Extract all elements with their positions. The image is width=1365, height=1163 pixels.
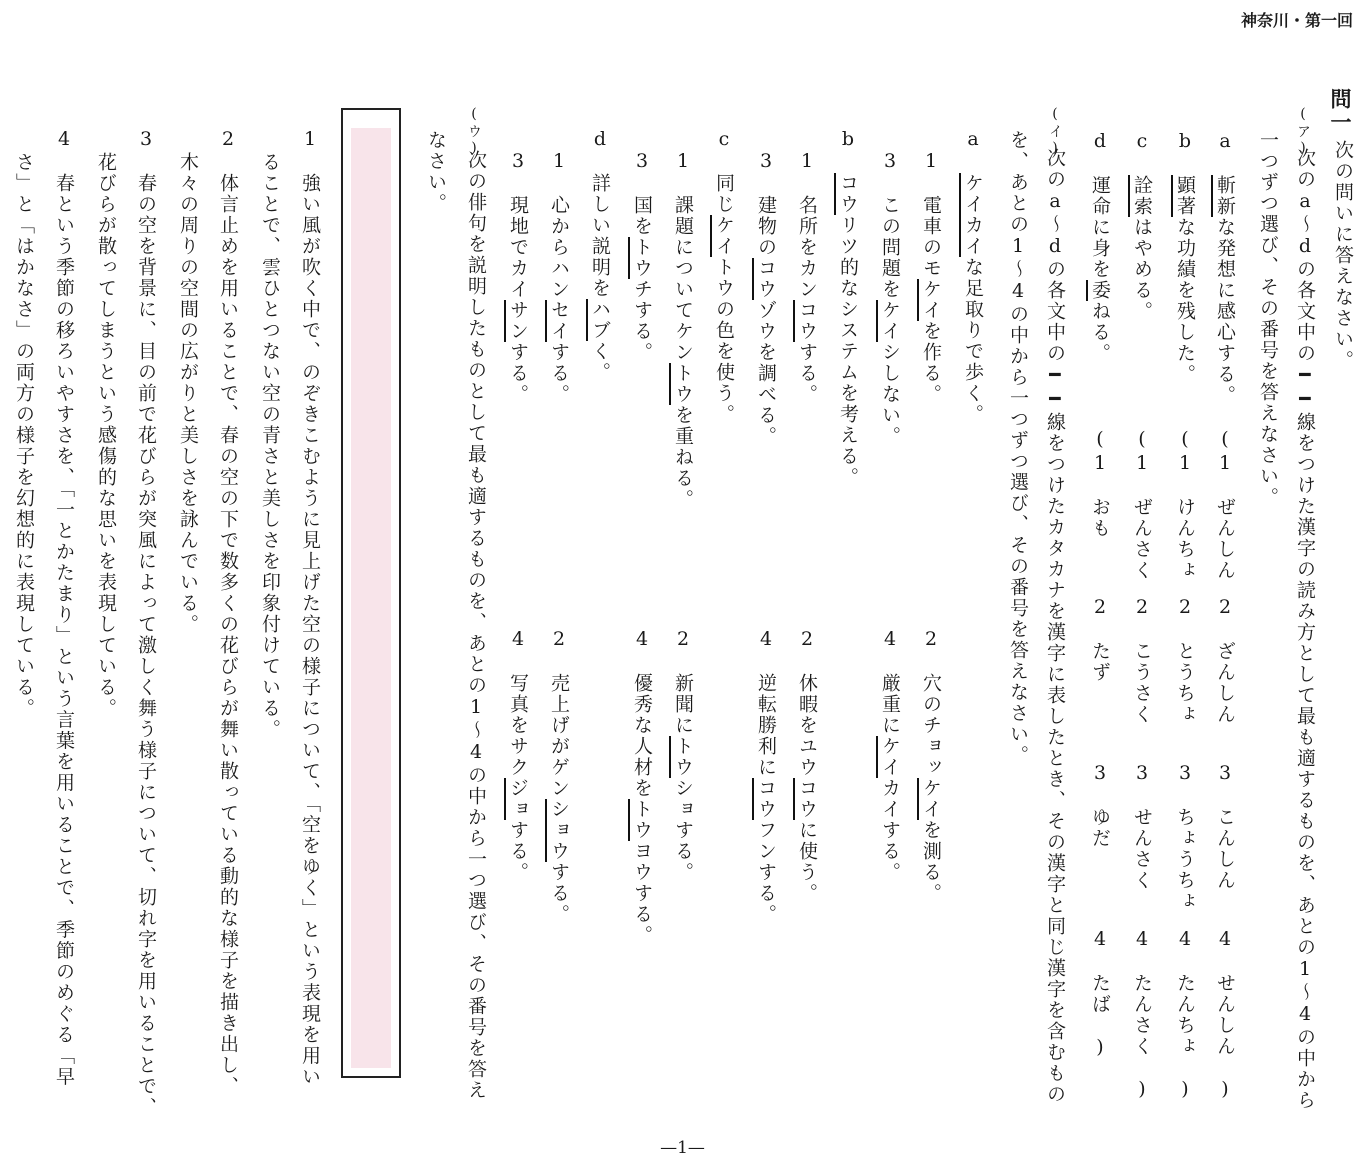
part-i-c-choice-4: 4 優秀な人材をトウヨウする。 (632, 628, 651, 946)
part-a-item-b-opt4: 4 たんちょ ) (1174, 928, 1196, 1102)
part-i-c-choice-3: 3 国をトウチする。 (632, 150, 651, 363)
part-i-b-choice-4: 4 逆転勝利にコウフンする。 (756, 628, 775, 925)
part-i-a-choice-1: 1 電車のモケイを作る。 (921, 150, 940, 405)
part-u-choice-3-line-2: 花びらが散ってしまうという感傷的な思いを表現している。 (95, 152, 117, 719)
part-u-choice-2-line-1: 2 体言止めを用いることで、春の空の下で数多くの花びらが舞い散っている動的な様子を描き出し、 (217, 128, 239, 1097)
part-i-instruction-2: を、あとの1〜4の中から一つずつ選び、その番号を答えなさい。 (1007, 130, 1029, 766)
part-u-choice-4-line-1: 4 春という季節の移ろいやすさを、「一とかたまり」という言葉を用いることで、季節のめぐる「早 (53, 128, 75, 1088)
part-i-b-choice-3: 3 建物のコウゾウを調べる。 (756, 150, 775, 447)
part-i-d-choice-1: 1 心からハンセイする。 (549, 150, 568, 405)
part-a-instruction-1: 次のa〜dの各文中の━━線をつけた漢字の読み方として最も適するものを、あとの1〜4の中から (1294, 148, 1316, 1111)
part-u-choice-1-line-1: 1 強い風が吹く中で、のぞきこむように見上げた空の様子について、「空をゆく」という表現を用い (299, 128, 321, 1088)
part-i-b-choice-1: 1 名所をカンコウする。 (797, 150, 816, 405)
question-instruction: 次の問いに答えなさい。 (1332, 140, 1354, 371)
part-u-choice-4-line-2: さ」と「はかなさ」の両方の様子を幻想的に表現している。 (13, 152, 35, 719)
part-a-item-a: a 斬新な発想に感心する。 (1215, 130, 1234, 406)
part-a-label: (ア) (1295, 106, 1311, 158)
exam-header: 神奈川・第一回 (1240, 11, 1353, 30)
part-u-choice-1-line-2: ることで、雲ひとつない空の青さと美しさを印象付けている。 (259, 152, 281, 740)
part-i-stem-d: d 詳しい説明をハブく。 (590, 128, 609, 383)
part-i-c-choice-2: 2 新聞にトウショする。 (673, 628, 692, 883)
part-a-item-a-opt4: 4 せんしん ) (1214, 928, 1236, 1102)
part-a-item-c-opt2: 2 こうさく (1131, 596, 1153, 725)
part-a-item-c-opt3: 3 せんさく (1131, 762, 1153, 891)
haiku-placeholder (351, 128, 391, 1068)
part-i-b-choice-2: 2 休暇をユウコウに使う。 (797, 628, 816, 904)
part-a-item-d-opt4: 4 たば ) (1089, 928, 1111, 1060)
part-i-label: (イ) (1047, 106, 1063, 158)
part-i-c-choice-1: 1 課題についてケントウを重ねる。 (673, 150, 692, 510)
page-number: —1— (660, 1138, 705, 1158)
part-a-instruction-2: 一つずつ選び、その番号を答えなさい。 (1257, 130, 1279, 508)
part-a-item-c-opt1: (1 ぜんさく (1131, 428, 1153, 581)
part-i-stem-c: c 同じケイトウの色を使う。 (714, 128, 733, 425)
underline-mark: ━━ (1294, 364, 1316, 412)
part-i-a-choice-4: 4 厳重にケイカイする。 (880, 628, 899, 883)
part-i-stem-a: a ケイカイな足取りで歩く。 (963, 128, 982, 425)
part-a-item-a-opt2: 2 ざんしん (1214, 596, 1236, 725)
part-a-item-d-opt3: 3 ゆだ (1089, 762, 1111, 849)
part-u-label: (ウ) (466, 106, 482, 158)
question-number: 問一 (1328, 88, 1353, 134)
part-i-d-choice-4: 4 写真をサクジョする。 (508, 628, 527, 883)
part-a-item-d: d 運命に身を委ねる。 (1090, 130, 1109, 364)
part-i-stem-b: b コウリツ的なシステムを考える。 (838, 128, 857, 488)
part-i-instruction-1: 次のa〜dの各文中の━━線をつけたカタカナを漢字に表したとき、その漢字と同じ漢字を含むもの (1044, 148, 1066, 1105)
part-a-item-d-opt2: 2 たず (1089, 596, 1111, 683)
part-u-instruction-2: なさい。 (425, 130, 447, 214)
part-u-choice-3-line-1: 3 春の空を背景に、目の前で花びらが突風によって激しく舞う様子について、切れ字を用いることで、 (135, 128, 157, 1118)
underline-mark: ━━ (1044, 364, 1066, 412)
part-i-d-choice-3: 3 現地でカイサンする。 (508, 150, 527, 405)
part-a-item-a-opt1: (1 ぜんしん (1214, 428, 1236, 581)
part-u-instruction-1: 次の俳句を説明したものとして最も適するものを、あとの1〜4の中から一つ選び、その番号を答え (465, 150, 487, 1101)
part-a-item-b-opt3: 3 ちょうちょ (1174, 762, 1196, 912)
part-a-item-c-opt4: 4 たんさく ) (1131, 928, 1153, 1102)
part-a-item-b-opt1: (1 けんちょ (1174, 428, 1196, 581)
haiku-box (341, 108, 401, 1078)
part-i-a-choice-3: 3 この問題をケイシしない。 (880, 150, 899, 447)
part-i-a-choice-2: 2 穴のチョッケイを測る。 (921, 628, 940, 904)
part-a-item-b: b 顕著な功績を残した。 (1175, 130, 1194, 385)
part-a-item-d-opt1: (1 おも (1089, 428, 1111, 539)
part-i-d-choice-2: 2 売上げがゲンショウする。 (549, 628, 568, 925)
part-u-choice-2-line-2: 木々の周りの空間の広がりと美しさを詠んでいる。 (177, 152, 199, 635)
part-a-item-c: c 詮索はやめる。 (1132, 130, 1151, 322)
part-a-item-a-opt3: 3 こんしん (1214, 762, 1236, 891)
part-a-item-b-opt2: 2 とうちょ (1174, 596, 1196, 725)
